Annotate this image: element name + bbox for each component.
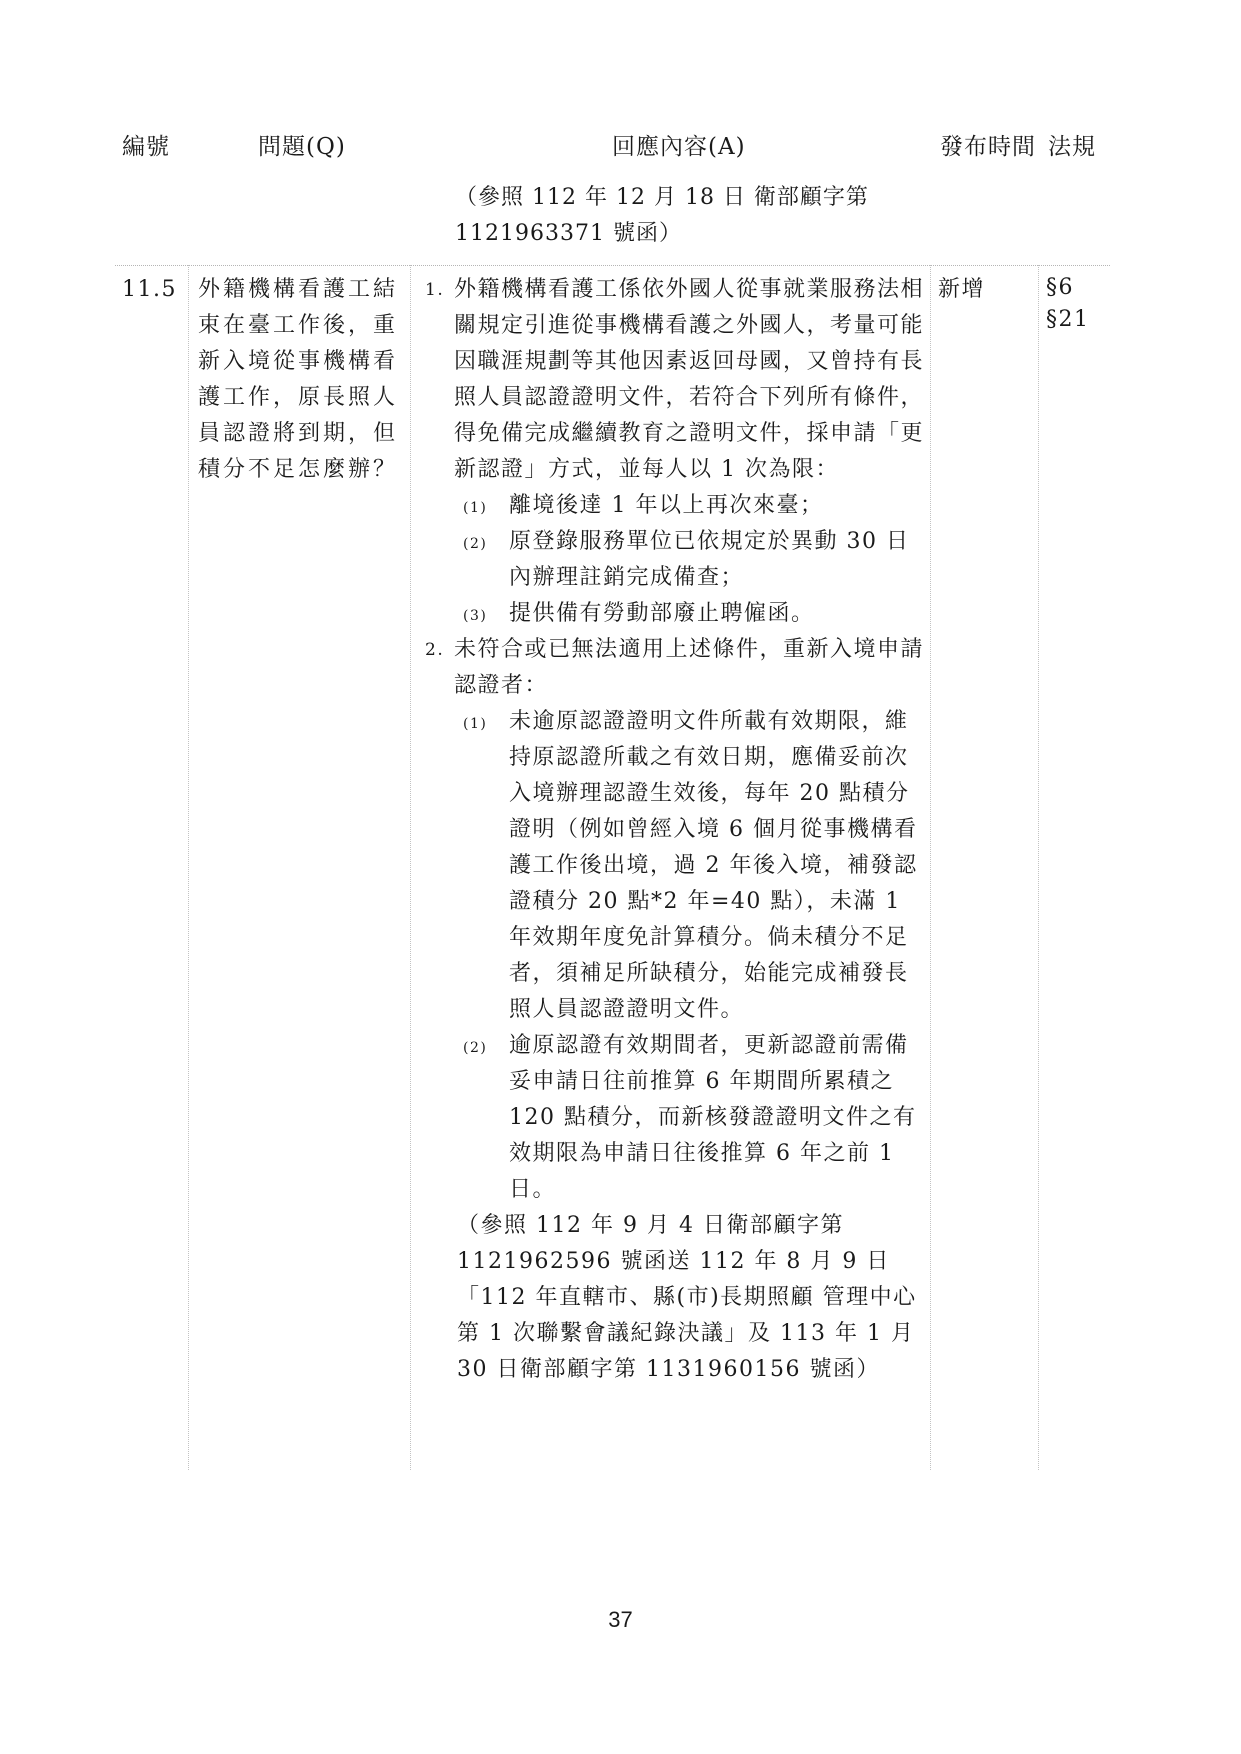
subitem-text: 原登錄服務單位已依規定於異動 30 日內辦理註銷完成備查； [509,529,910,590]
header-question: 問題(Q) [258,134,346,160]
subitem-number: (1) [463,716,488,732]
carryover-citation: （參照 112 年 12 月 18 日 衛部顧字第 1121963371 號函） [455,185,869,246]
subitem-number: (1) [463,500,488,516]
page-number: 37 [608,1607,633,1632]
row-answer [425,272,925,1388]
row-number: 11.5 [122,277,177,302]
item-text: 外籍機構看護工係依外國人從事就業服務法相關規定引進從事機構看護之外國人，考量可能因職涯規劃等其他因素返回母國，又曾持有長照人員認證證明文件，若符合下列所有條件，得免備完成繼續教育之證明文件，採申請「更新認證」方式，並每人以 1 次為限： [454,277,925,482]
column-divider [188,265,189,1470]
answer-subitem [425,596,925,632]
subitem-number: (2) [463,536,488,552]
law-section: §6 [1046,275,1074,300]
subitem-text: 逾原認證有效期間者，更新認證前需備妥申請日往前推算 6 年期間所累積之 120 點積分，而新核發證證明文件之有效期限為申請日往後推算 6 年之前 1 日。 [509,1033,917,1202]
answer-subitem [425,1028,925,1208]
column-divider [930,265,931,1470]
answer-subitem [425,704,925,1028]
column-divider [410,265,411,1470]
subitem-number: (2) [463,1040,488,1056]
subitem-number: (3) [463,608,488,624]
item-number: 2. [425,640,445,660]
column-divider [1038,265,1039,1470]
header-date: 發布時間 [940,134,1036,160]
header-number: 編號 [122,134,170,160]
header-law: 法規 [1048,134,1096,160]
row-law [1046,272,1090,336]
item-text: 未符合或已無法適用上述條件，重新入境申請認證者： [454,637,925,698]
row-question: 外籍機構看護工結束在臺工作後，重新入境從事機構看護工作，原長照人員認證將到期，但積分不足怎麼辦？ [198,277,399,482]
answer-item [425,272,925,488]
header-answer: 回應內容(A) [612,134,746,160]
reference-note: （參照 112 年 9 月 4 日衛部顧字第 1121962596 號函送 112 年 8 月 9 日「112 年直轄市、縣(市)長期照顧 管理中心第 1 次聯繫會議紀錄決議」及 113 年 1 月 30 日衛部顧字第 1131960156 號函） [457,1213,917,1382]
answer-subitem [425,488,925,524]
law-section: §21 [1046,307,1090,332]
subitem-text: 提供備有勞動部廢止聘僱函。 [509,601,815,626]
row-date: 新增 [938,277,986,302]
answer-subitem [425,524,925,596]
answer-item [425,632,925,704]
subitem-text: 離境後達 1 年以上再次來臺； [509,493,824,518]
item-number: 1. [425,280,445,300]
subitem-text: 未逾原認證證明文件所載有效期限，維持原認證所載之有效日期，應備妥前次入境辦理認證生效後，每年 20 點積分證明（例如曾經入境 6 個月從事機構看護工作後出境，過 2 年後入境，補發認證積分 20 點*2 年=40 點），未滿 1 年效期年度免計算積分。倘未積分不足者，須補足所缺積分，始能完成補發長照人員認證證明文件。 [509,709,918,1022]
row-divider [115,265,1110,266]
